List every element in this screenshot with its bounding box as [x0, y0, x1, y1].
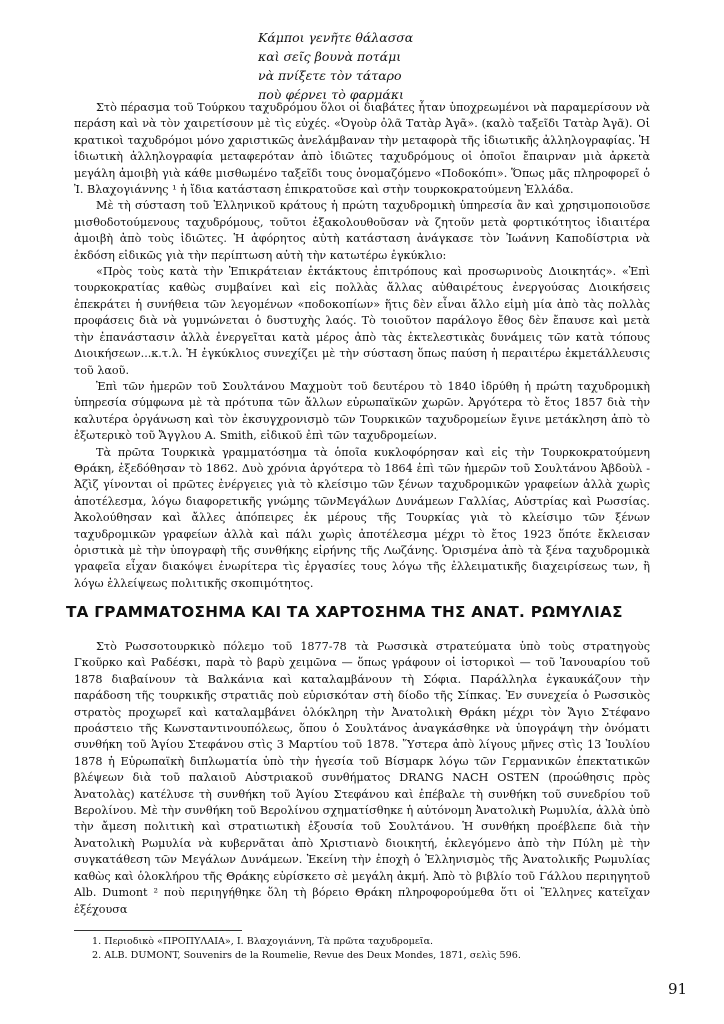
- section-heading: ΤΑ ΓΡΑΜΜΑΤΟΣΗΜΑ ΚΑΙ ΤΑ ΧΑΡΤΟΣΗΜΑ ΤΗΣ ΑΝΑΤ. ΡΩΜΥΛΙΑΣ: [66, 603, 623, 621]
- paragraph: Ἐπὶ τῶν ἡμερῶν τοῦ Σουλτάνου Μαχμοὺτ τοῦ δευτέρου τὸ 1840 ἱδρύθη ἡ πρώτη ταχυδρομικὴ ὑπηρεσία σύμφωνα μὲ τὰ πρότυπα τῶν ἄλλων εὐρωπαϊκῶν χωρῶν. Ἀργότερα τὸ ἔτος 1857 διὰ τὴν καλυτέρα ὀργάνωση καὶ τὸν ἐκσυγχρονισμὸ τῶν Τουρκικῶν ταχυδρομείων ἔγινε μετάκληση ἀπὸ τὸ ἐξωτερικὸ τοῦ Ἄγγλου A. Smith, εἰδικοῦ ἐπὶ τῶν ταχυδρομείων.: [74, 379, 650, 443]
- footnote: 1. Περιοδικὸ «ΠΡΟΠΥΛΑΙΑ», Ι. Βλαχογιάννη, Τὰ πρῶτα ταχυδρομεῖα.: [92, 936, 434, 947]
- paragraph: Τὰ πρῶτα Τουρκικὰ γραμματόσημα τὰ ὁποῖα κυκλοφόρησαν καὶ εἰς τὴν Τουρκοκρατούμενη Θράκη, ἐξεδόθησαν τὸ 1862. Δυὸ χρόνια ἀργότερα τὸ 1864 ἐπὶ τῶν ἡμερῶν τοῦ Σουλτάνου Ἀβδοὺλ - Ἀζὶζ γίνονται οἱ πρῶτες ἐνέργειες γιὰ τὸ κλείσιμο τῶν ξένων ταχυδρομικῶν γραφείων ἀλλὰ χωρὶς ἀποτέλεσμα, λόγω διαφορετικῆς γνώμης τῶνΜεγάλων Δυνάμεων Γαλλίας, Αὐστρίας καὶ Ρωσσίας. Ἀκολούθησαν καὶ ἄλλες ἀπόπειρες ἐκ μέρους τῆς Τουρκίας γιὰ τὸ κλείσιμο τῶν ξένων ταχυδρομικῶν γραφείων ἀλλὰ καὶ πάλι χωρὶς ἀποτέλεσμα μέχρι τὸ ἔτος 1923 ὅπότε ἔκλεισαν ὁριστικὰ μὲ τὴν ὑπογραφὴ τῆς συνθήκης εἰρήνης τῆς Λωζάνης. Ὁρισμένα ἀπὸ τὰ ξένα ταχυδρομικὰ γραφεῖα εἶχαν διακόψει ἐνωρίτερα τὶς ἐργασίες τους λόγω τῆς ἐλλειματικῆς διαχειρίσεως των, ἢ λόγω ἐλλείψεως πολιτικῆς σκοπιμότητος.: [74, 445, 650, 590]
- poem-line: ποὺ φέρνει τὸ φαρμάκι: [258, 87, 404, 102]
- paragraph: Στὸ πέρασμα τοῦ Τούρκου ταχυδρόμου ὅλοι οἱ διαβάτες ἦταν ὑποχρεωμένοι νὰ παραμερίσουν νὰ περάση καὶ νὰ τὸν χαιρετίσουν μὲ τὶς εὐχές. «Ὀγοὺρ ὀλᾶ Τατὰρ Ἀγᾶ». (καλὸ ταξεῖδι Τατὰρ Ἀγᾶ). Οἱ κρατικοὶ ταχυδρόμοι μόνο χαριστικῶς ἀνελάμβαναν τὴν μεταφορὰ τῆς ἰδιωτικῆς ἀλληλογραφίας. Ἡ ἰδιωτικὴ ἀλληλογραφία μεταφερόταν ἀπὸ ἰδιῶτες ταχυδρόμους οἱ ὁποῖοι ἔπαιρναν μιὰ ἀρκετὰ μεγάλη ἀμοιβὴ γιὰ κάθε μισθωμένο ταξεῖδι τους ὀνομαζόμενο «Ποδοκόπι». Ὅπως μᾶς πληροφορεῖ ὁ Ἰ. Βλαχογιάννης ¹ ἡ ἴδια κατάσταση ἐπικρατοῦσε καὶ στὴν τουρκοκρατούμενη Ἑλλάδα.: [74, 101, 650, 197]
- page-number: 91: [668, 980, 688, 998]
- section-2-body: [74, 639, 650, 918]
- footnote: 2. ALB. DUMONT, Souvenirs de la Roumelie, Revue des Deux Mondes, 1871, σελὶς 596.: [92, 950, 521, 961]
- footnotes: [92, 935, 652, 963]
- paragraph: «Πρὸς τοὺς κατὰ τὴν Ἐπικράτειαν ἐκτάκτους ἐπιτρόπους καὶ προσωρινοὺς Διοικητάς». «Ἐπὶ τουρκοκρατίας καθὼς συμβαίνει καὶ εἰς πολλὰς ἄλλας αὐθαιρέτους ἐνεργούσας Διοικήσεις ἐπεκράτει ἡ συνήθεια τῶν λεγομένων «ποδοκοπίων» ἥτις δὲν εἶναι ἄλλο εἰμὴ μία ἀπὸ τὰς πολλὰς προφάσεις διὰ νὰ γυμνώνεται ὁ δυστυχὴς λαός. Τὸ τοιοῦτον παράλογο ἔθος δὲν ἔπαυσε καὶ μετὰ τὴν ἐπανάστασιν ἀλλὰ ἐνεργεῖται κατὰ μέρος ἀπὸ τὰς ἐκτελεστικὰς δυνάμεις τῶν κατὰ τόπους Διοικήσεων...κ.τ.λ. Ἡ ἐγκύκλιος συνεχίζει μὲ τὴν σύσταση ὅπως παύση ἡ περαιτέρω ἐκμετάλλευσις τοῦ λαοῦ.: [74, 265, 650, 377]
- section-1-body: [74, 100, 650, 592]
- epigraph-poem: [258, 28, 518, 104]
- poem-line: νὰ πνίξετε τὸν τάταρο: [258, 68, 402, 83]
- footnote-divider: [74, 930, 242, 931]
- paragraph: Μὲ τὴ σύσταση τοῦ Ἑλληνικοῦ κράτους ἡ πρώτη ταχυδρομικὴ ὑπηρεσία ἂν καὶ χρησιμοποιοῦσε μισθοδοτούμενους ταχυδρόμους, τοῦτοι ἐξακολουθοῦσαν νὰ ζητοῦν μετὰ φορτικότητος ἰδιαιτέρα ἀμοιβὴ ἀπὸ τοὺς ἰδιῶτες. Ἡ ἀφόρητος αὐτὴ κατάσταση ἀνάγκασε τὸν Ἰωάννη Καποδίστρια νὰ ἐκδόση εἰδικῶς γιὰ τὴν περίπτωση αὐτὴ τὴν κατωτέρω ἐγκύκλιο:: [74, 199, 650, 262]
- paragraph: Στὸ Ρωσσοτουρκικὸ πόλεμο τοῦ 1877-78 τὰ Ρωσσικὰ στρατεύματα ὑπὸ τοὺς στρατηγοὺς Γκοῦρκο καὶ Ραδέσκι, παρὰ τὸ βαρὺ χειμῶνα — ὅπως γράφουν οἱ ἱστορικοὶ — τοῦ Ἰανουαρίου τοῦ 1878 διαβαίνουν τὰ Βαλκάνια καὶ καταλαμβάνουν τὴ Σόφια. Παράλληλα ἐγκαυκάζουν τὴν παράδοση τῆς τουρκικῆς στρατιᾶς ποὺ εὑρισκόταν στὴ δίοδο τῆς Σίπκας. Ἐν συνεχεία ὁ Ρωσσικὸς στρατὸς προχωρεῖ καὶ καταλαμβάνει ὁλόκληρη τὴν Ἀνατολικὴ Θράκη μέχρι τὸν Ἅγιο Στέφανο προάστειο τῆς Κωνσταντινουπόλεως, ὅπου ὁ Σουλτάνος ἀναγκάσθηκε νὰ ὑπογράψη τὴν ὀνόματι συνθήκη τοῦ Ἁγίου Στεφάνου στὶς 3 Μαρτίου τοῦ 1878. Ὕστερα ἀπὸ λίγους μῆνες στὶς 13 Ἰουλίου 1878 ἡ Εὐρωπαϊκὴ διπλωματία ὑπὸ τὴν ἡγεσία τοῦ Βίσμαρκ λόγω τῶν Γερμανικῶν ἐπεκτατικῶν βλέψεων διὰ τοῦ παλαιοῦ Αὐστριακοῦ συνθήματος DRANG NACH OSTEN (προώθησις πρὸς Ἀνατολὰς) κατέλυσε τὴ συνθήκη τοῦ Ἁγίου Στεφάνου καὶ ἐπέβαλε τὴ συνθήκη τοῦ συνεδρίου τοῦ Βερολίνου. Μὲ τὴν συνθήκη τοῦ Βερολίνου σχηματίσθηκε ἡ αὐτόνομη Ἀνατολικὴ Ρωμυλία, ἀλλὰ ὑπὸ τὴν ἄμεση πολιτικὴ καὶ στρατιωτικὴ ἐξουσία τοῦ Σουλτάνου. Ἡ συνθήκη προέβλεπε διὰ τὴν Ἀνατολικὴ Ρωμυλία νὰ κυβερνᾶται ἀπὸ Χριστιανὸ διοικητή, ἐκλεγόμενο ἀπὸ τὴν Πύλη μὲ τὴν συγκατάθεση τῶν Μεγάλων Δυνάμεων. Ἐκείνη τὴν ἐποχὴ ὁ Ἑλληνισμὸς τῆς Ἀνατολικῆς Ρωμυλίας καθὼς καὶ ὁλοκλήρου τῆς Θράκης εὑρίσκετο σὲ μεγάλη ἀκμή. Ἀπὸ τὸ βιβλίο τοῦ Γάλλου περιηγητοῦ Alb. Dumont ² ποὺ περιηγήθηκε ὅλη τὴ βόρειο Θράκη πληροφορούμεθα ὅτι οἱ Ἕλληνες κατεῖχαν ἐξέχουσα: [74, 640, 650, 916]
- poem-line: Κάμποι γενῆτε θάλασσα: [258, 30, 414, 45]
- poem-line: καὶ σεῖς βουνὰ ποτάμι: [258, 49, 402, 64]
